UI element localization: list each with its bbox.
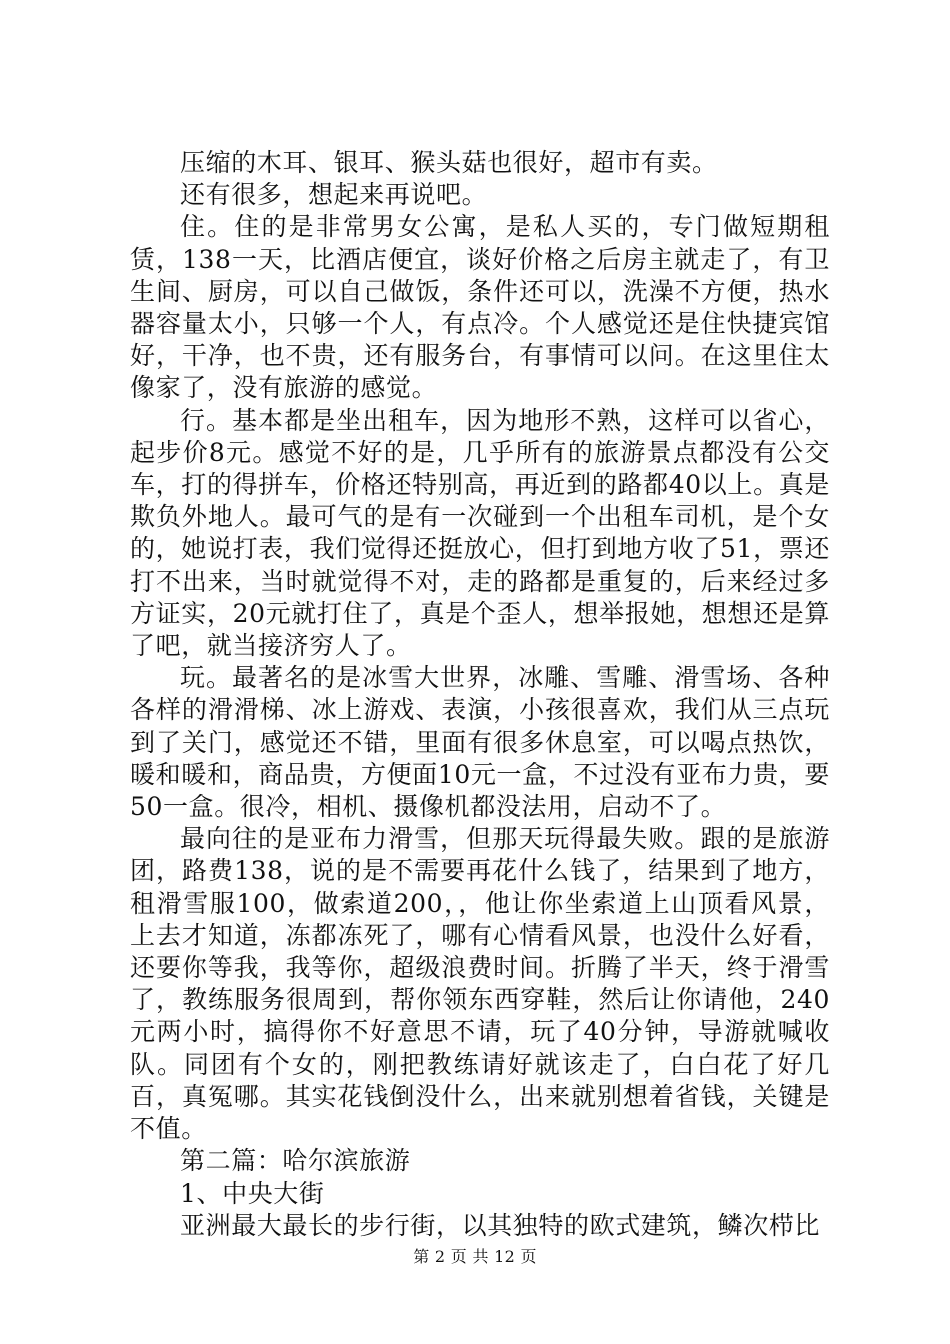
paragraph-entertainment: 玩。最著名的是冰雪大世界，冰雕、雪雕、滑雪场、各种各样的滑滑梯、冰上游戏、表演，小孩很喜欢，我们从三点玩到了关门，感觉还不错，里面有很多休息室，可以喝点热饮，暖和暖和，商品贵，方便面10元一盒，不过没有亚布力贵，要50一盒。很冷，相机、摄像机都没法用，启动不了。 bbox=[130, 663, 830, 822]
page-footer: 第 2 页 共 12 页 bbox=[413, 1247, 537, 1266]
paragraph-transport: 行。基本都是坐出租车，因为地形不熟，这样可以省心，起步价8元。感觉不好的是，几乎所有的旅游景点都没有公交车，打的得拼车，价格还特别高，再近到的路都40以上。真是欺负外地人。最可气的是有一次碰到一个出租车司机，是个女的，她说打表，我们觉得还挺放心，但打到地方收了51，票还打不出来，当时就觉得不对，走的路都是重复的，后来经过多方证实，20元就打住了，真是个歪人，想举报她，想想还是算了吧，就当接济穷人了。 bbox=[130, 405, 830, 661]
paragraph-yabuli-skiing: 最向往的是亚布力滑雪，但那天玩得最失败。跟的是旅游团，路费138，说的是不需要再花什么钱了，结果到了地方，租滑雪服100，做索道200，，他让你坐索道上山顶看风景，上去才知道，冻都冻死了，哪有心情看风景，也没什么好看，还要你等我，我等你，超级浪费时间。折腾了半天，终于滑雪了，教练服务很周到，帮你领东西穿鞋，然后让你请他，240元两小时，搞得你不好意思不请，玩了40分钟，导游就喊收队。同团有个女的，刚把教练请好就该走了，白白花了好几百，真冤哪。其实花钱倒没什么，出来就别想着省钱，关键是不值。 bbox=[130, 824, 830, 1144]
document-body bbox=[130, 147, 830, 1242]
paragraph: 还有很多，想起来再说吧。 bbox=[180, 180, 488, 210]
paragraph-lodging: 住。住的是非常男女公寓，是私人买的，专门做短期租赁，138一天，比酒店便宜，谈好价格之后房主就走了，有卫生间、厨房，可以自己做饭，条件还可以，洗澡不方便，热水器容量太小，只够一个人，有点冷。个人感觉还是住快捷宾馆好，干净，也不贵，还有服务台，有事情可以问。在这里住太像家了，没有旅游的感觉。 bbox=[130, 212, 830, 403]
subsection-title: 1、中央大街 bbox=[180, 1178, 325, 1208]
paragraph: 亚洲最大最长的步行街，以其独特的欧式建筑，鳞次栉比 bbox=[180, 1210, 821, 1240]
paragraph: 压缩的木耳、银耳、猴头菇也很好，超市有卖。 bbox=[180, 148, 718, 177]
section-title: 第二篇：哈尔滨旅游 bbox=[180, 1146, 411, 1176]
